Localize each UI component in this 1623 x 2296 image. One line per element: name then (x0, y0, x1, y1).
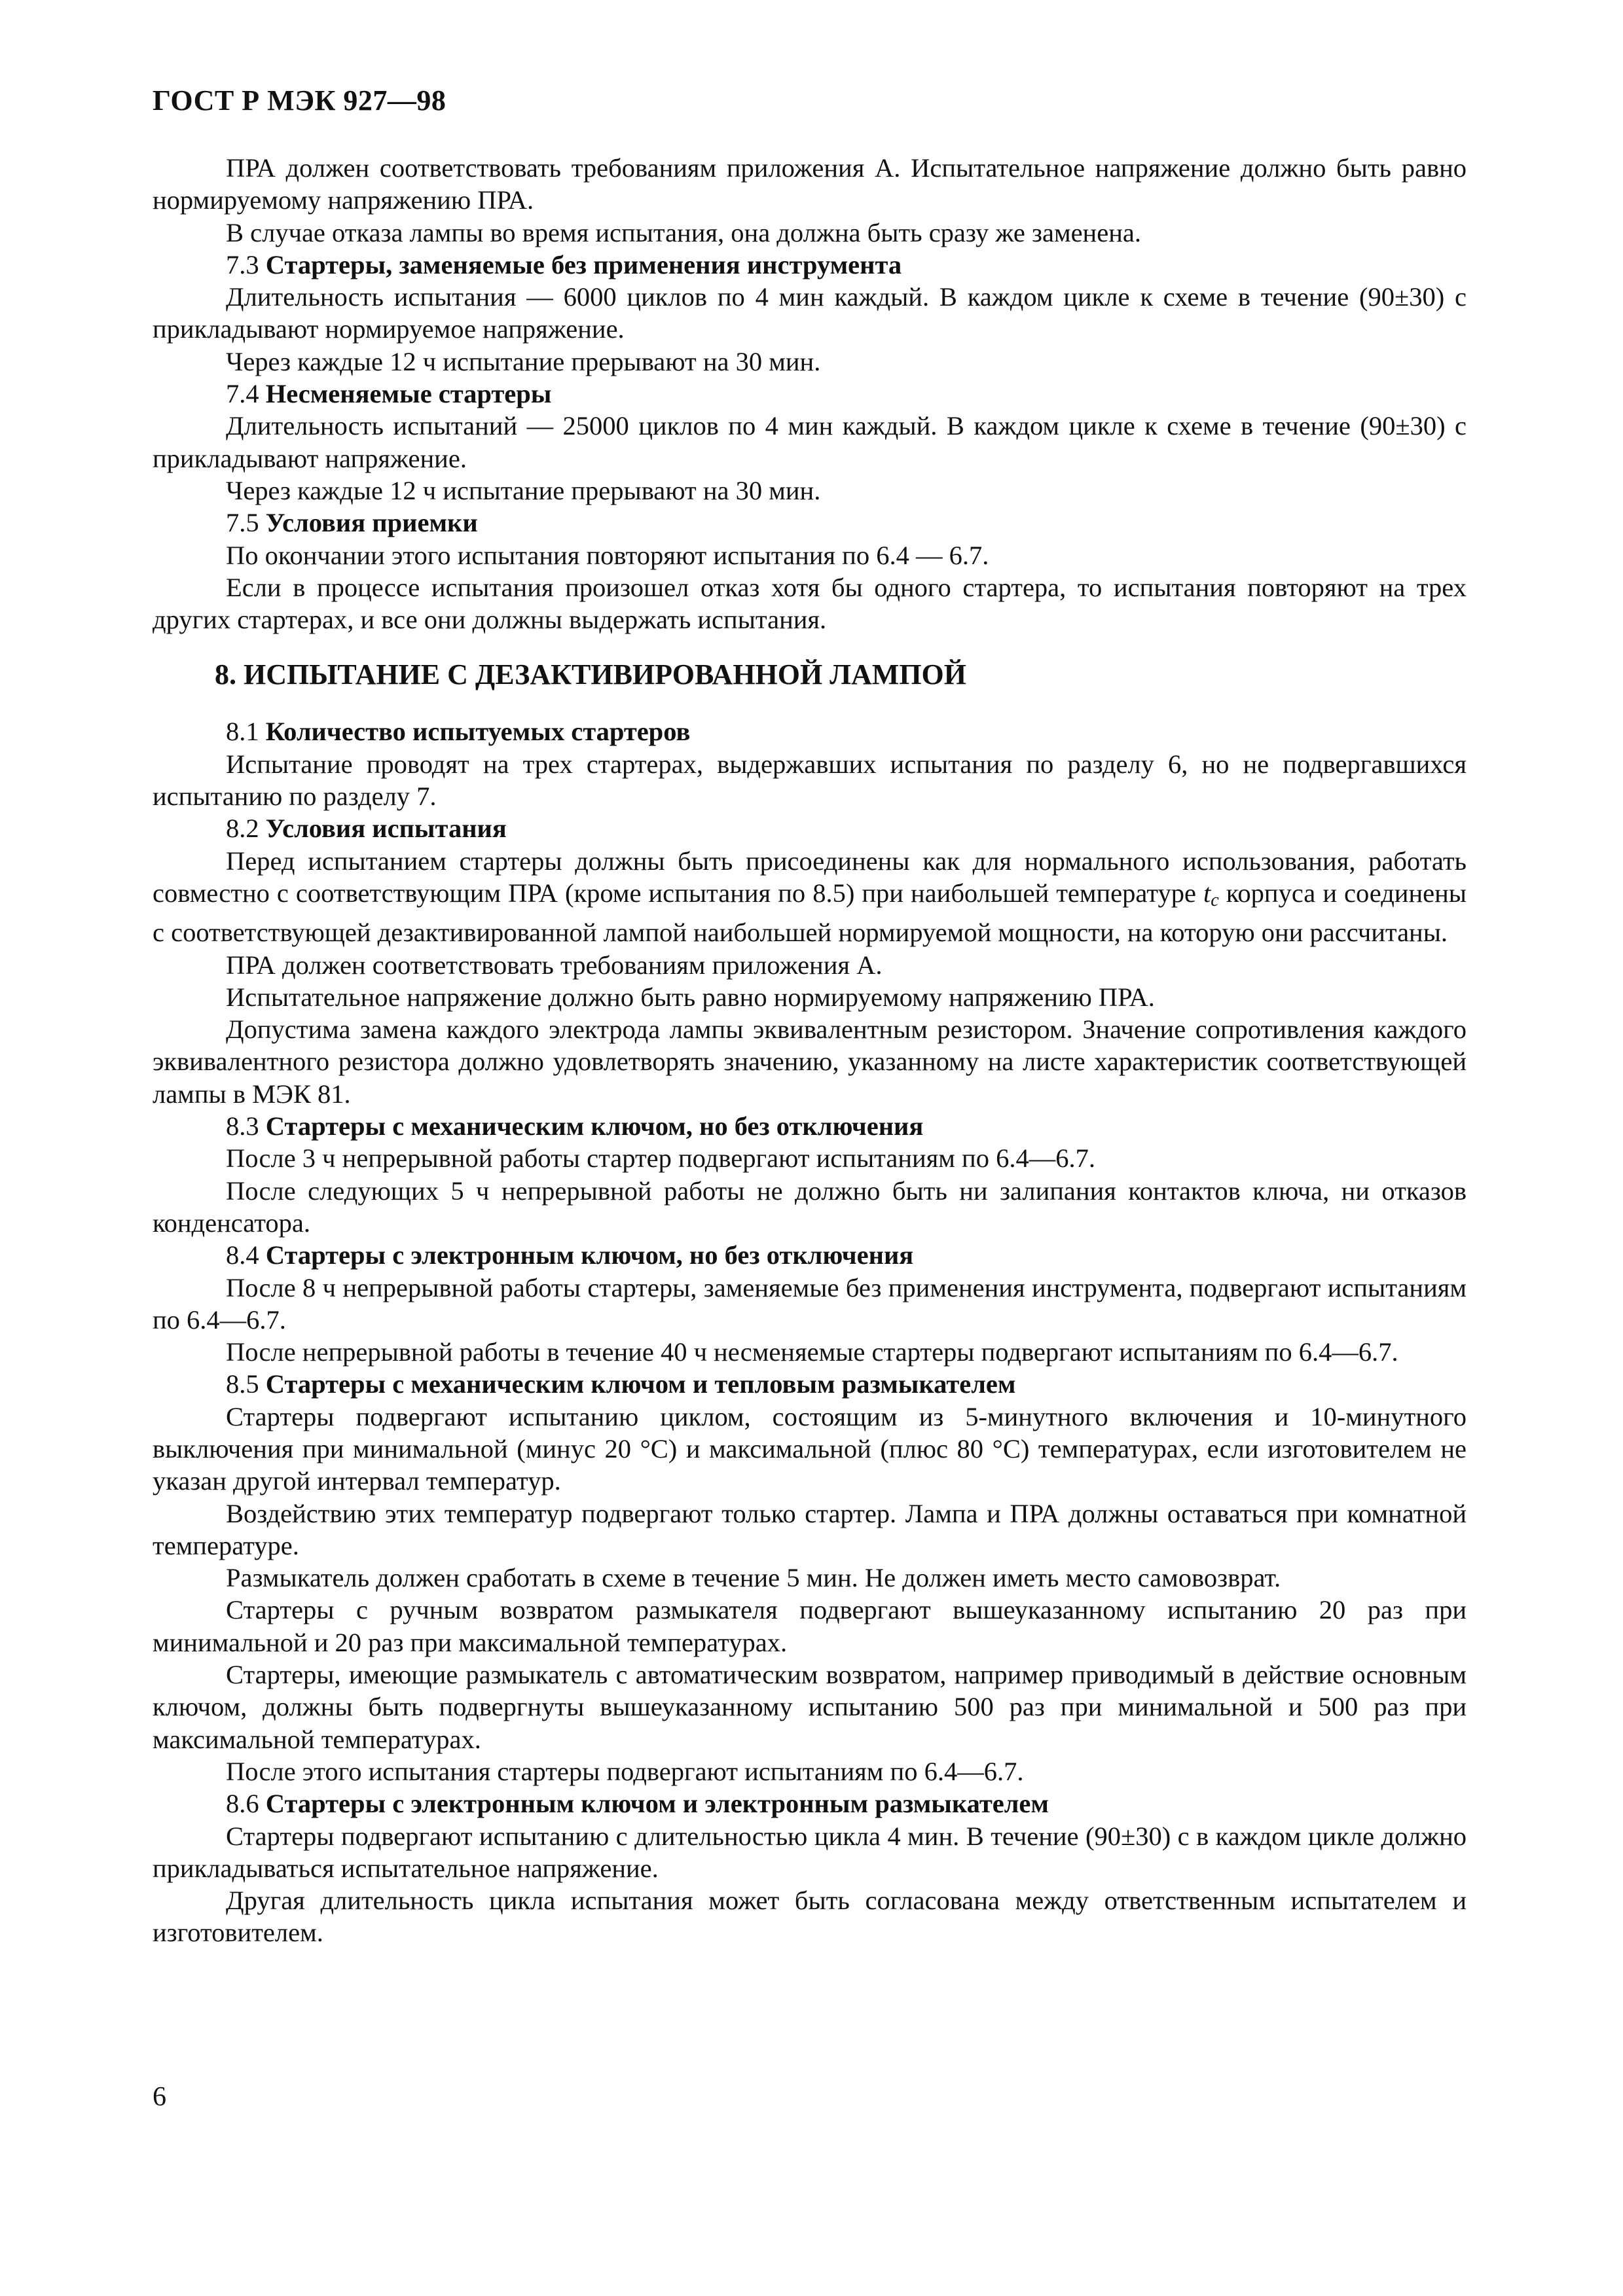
paragraph: Испытательное напряжение должно быть равно нормируемому напряжению ПРА. (226, 982, 1155, 1012)
document-body (153, 152, 1467, 1949)
subsection-heading-7-3 (153, 249, 1467, 281)
paragraph: После следующих 5 ч непрерывной работы не должно быть ни залипания контактов ключа, ни отказов конденсатора. (153, 1175, 1467, 1238)
paragraph: После 3 ч непрерывной работы стартер подвергают испытаниям по 6.4—6.7. (226, 1143, 1095, 1174)
subsection-heading-7-5 (153, 507, 1467, 539)
subsection-number: 8.6 (226, 1789, 259, 1819)
paragraph: Стартеры с ручным возвратом размыкателя подвергают вышеуказанному испытанию 20 раз при минимальной и 20 раз при максимальной температурах. (153, 1595, 1467, 1657)
paragraph: Стартеры, имеющие размыкатель с автоматическим возвратом, например приводимый в действие основным ключом, должны быть подвергнуты вышеуказанному испытанию 500 раз при минимальной и 500 раз при максимальной температурах. (153, 1660, 1467, 1754)
subsection-number: 7.3 (226, 249, 259, 279)
subsection-title: Условия испытания (265, 814, 507, 844)
subsection-heading-8-3 (153, 1110, 1467, 1142)
subsection-number: 7.5 (226, 508, 259, 538)
subsection-number: 8.4 (226, 1240, 259, 1270)
subsection-number: 7.4 (226, 379, 259, 409)
subsection-title: Несменяемые стартеры (265, 379, 552, 409)
paragraph: В случае отказа лампы во время испытания, она должна быть сразу же заменена. (226, 217, 1141, 247)
subsection-title: Стартеры с электронным ключом и электронным размыкателем (265, 1789, 1049, 1819)
paragraph: Испытание проводят на трех стартерах, выдержавших испытания по разделу 6, но не подвергавшихся испытанию по разделу 7. (153, 749, 1467, 812)
section-heading-8: 8. ИСПЫТАНИЕ С ДЕЗАКТИВИРОВАННОЙ ЛАМПОЙ (215, 658, 966, 691)
paragraph: После непрерывной работы в течение 40 ч несменяемые стартеры подвергают испытаниям по 6.4—6.7. (226, 1337, 1398, 1367)
temperature-symbol: t (1203, 878, 1211, 908)
subsection-title: Стартеры с механическим ключом и тепловым размыкателем (265, 1369, 1016, 1399)
page-number: 6 (153, 2082, 166, 2112)
paragraph: Через каждые 12 ч испытание прерывают на 30 мин. (226, 475, 821, 505)
paragraph: После 8 ч непрерывной работы стартеры, заменяемые без применения инструмента, подвергают испытаниям по 6.4—6.7. (153, 1272, 1467, 1335)
paragraph: Через каждые 12 ч испытание прерывают на 30 мин. (226, 346, 821, 376)
paragraph (153, 845, 1467, 949)
subsection-title: Стартеры с электронным ключом, но без отключения (265, 1240, 914, 1270)
paragraph: Если в процессе испытания произошел отказ хотя бы одного стартера, то испытания повторяют на трех других стартерах, и все они должны выдержать испытания. (153, 572, 1467, 635)
text-run: Перед испытанием стартеры должны быть присоединены как для нормального использования, работать совместно с соответствующим ПРА (кроме испытания по 8.5) при наибольшей температуре (153, 846, 1467, 908)
subsection-heading-7-4 (153, 378, 1467, 410)
paragraph: Стартеры подвергают испытанию циклом, состоящим из 5-минутного включения и 10-минутного выключения при минимальной (минус 20 °С) и максимальной (плюс 80 °С) температурах, если изготовителем не указан другой интервал температур. (153, 1401, 1467, 1496)
paragraph: Другая длительность цикла испытания может быть согласована между ответственным испытателем и изготовителем. (153, 1886, 1467, 1948)
paragraph: Длительность испытания — 6000 циклов по 4 мин каждый. В каждом цикле к схеме в течение (90±30) с прикладывают нормируемое напряжение. (153, 282, 1467, 344)
paragraph: Размыкатель должен сработать в схеме в течение 5 мин. Не должен иметь место самовозврат. (226, 1563, 1281, 1593)
subsection-number: 8.2 (226, 814, 259, 844)
subsection-number: 8.5 (226, 1369, 259, 1399)
subsection-title: Стартеры с механическим ключом, но без отключения (265, 1111, 924, 1141)
paragraph: Стартеры подвергают испытанию с длительностью цикла 4 мин. В течение (90±30) с в каждом цикле должно прикладываться испытательное напряжение. (153, 1821, 1467, 1883)
paragraph: Воздействию этих температур подвергают только стартер. Лампа и ПРА должны оставаться при комнатной температуре. (153, 1498, 1467, 1560)
paragraph: Допустима замена каждого электрода лампы эквивалентным резистором. Значение сопротивления каждого эквивалентного резистора должно удовлетворять значению, указанному на листе характеристик соответствующей лампы в МЭК 81. (153, 1014, 1467, 1109)
text-run: корпуса и соединены с соответствующей дезактивированной лампой наибольшей нормируемой мощности, на которую они рассчитаны. (153, 878, 1467, 948)
subsection-title: Количество испытуемых стартеров (265, 717, 691, 747)
subsection-heading-8-4 (153, 1239, 1467, 1271)
page-header: ГОСТ Р МЭК 927—98 (153, 84, 447, 117)
subsection-title: Стартеры, заменяемые без применения инструмента (265, 249, 902, 279)
subsection-heading-8-1 (153, 715, 1467, 747)
subsection-heading-8-6 (153, 1787, 1467, 1820)
subsection-number: 8.3 (226, 1111, 259, 1141)
subsection-heading-8-5 (153, 1368, 1467, 1400)
subsection-heading-8-2 (153, 812, 1467, 844)
subsection-title: Условия приемки (265, 508, 478, 538)
paragraph: Длительность испытаний — 25000 циклов по 4 мин каждый. В каждом цикле к схеме в течение (90±30) с прикладывают напряжение. (153, 411, 1467, 473)
paragraph: ПРА должен соответствовать требованиям приложения А. (226, 950, 883, 980)
paragraph: По окончании этого испытания повторяют испытания по 6.4 — 6.7. (226, 540, 989, 570)
paragraph: ПРА должен соответствовать требованиям приложения А. Испытательное напряжение должно быть равно нормируемому напряжению ПРА. (153, 153, 1467, 215)
subsection-number: 8.1 (226, 717, 259, 747)
temperature-subscript: c (1211, 889, 1219, 910)
paragraph: После этого испытания стартеры подвергают испытаниям по 6.4—6.7. (226, 1756, 1024, 1786)
